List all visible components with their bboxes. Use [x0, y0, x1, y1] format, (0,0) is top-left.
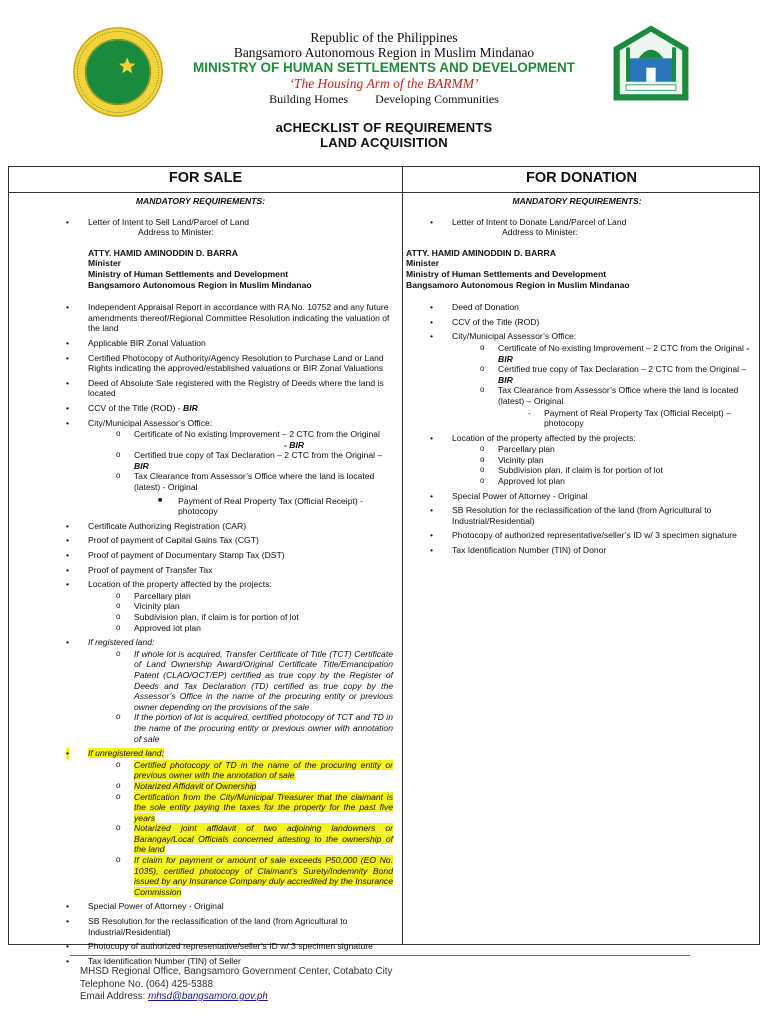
sub-list-item: o Tax Clearance from Assessor’s Office where the land is located (latest) - Original ■ Payment of Real Property Tax (Official Receipt) - photocopy — [88, 471, 393, 516]
minister-block: ATTY. HAMID AMINODDIN D. BARRA Minister Ministry of Human Settlements and Development Bangsamoro Autonomous Region in Muslim Mindanao — [406, 247, 630, 290]
list-item: • CCV of the Title (ROD) - BIR — [8, 403, 393, 414]
header-tagline: ‘The Housing Arm of the BARMM’ — [289, 76, 479, 91]
sub-list-item: o Tax Clearance from Assessor’s Office where the land is located (latest) – Original - Payment of Real Property Tax (Official Receipt) – photocopy — [452, 385, 752, 428]
sub-list-item: o If whole lot is acquired, Transfer Certificate of Title (TCT) Certificate of Land Ownership Award/Original Certificate Title/Emancipation Patent (CLAO/OCT/EP) certified as true copy by the Register of Deeds and Tax Declaration (TD) certified as true copy by the Assessor’s Office in the name of the procuring entity or previous owner depending on the provisions of the sale — [88, 649, 393, 713]
footer-phone: Telephone No. (064) 425-5388 — [80, 978, 213, 990]
list-item: • Certified Photocopy of Authority/Agency Resolution to Purchase Land or Land Rights indicating the approved/established valuations or BIR Zonal Valuations — [8, 353, 393, 374]
sub-list-item: o Certificate of No existing Improvement – 2 CTC from the Original - BIR — [88, 429, 393, 450]
list-item: • Independent Appraisal Report in accordance with RA No. 10752 and any future amendments thereof/Regional Committee Resolution indicating the valuation of the land — [8, 302, 393, 334]
doc-subtitle: LAND ACQUISITION — [320, 135, 448, 150]
list-item: • Certificate Authorizing Registration (CAR) — [8, 521, 393, 532]
list-item: • Proof of payment of Transfer Tax — [8, 565, 393, 576]
sub-list-item: o Approved lot plan — [88, 623, 393, 634]
header-region: Bangsamoro Autonomous Region in Muslim Mindanao — [233, 45, 535, 60]
sub-list-item: o Certificate of No existing Improvement – 2 CTC from the Original - BIR — [452, 343, 752, 364]
list-item: • Photocopy of authorized representative/seller’s ID w/ 3 specimen signature — [402, 530, 752, 541]
footer-address: MHSD Regional Office, Bangsamoro Government Center, Cotabato City — [80, 966, 393, 977]
footer-email-row: Email Address: mhsd@bangsamoro.gov.ph — [80, 991, 268, 1002]
list-item: • Location of the property affected by the projects: o Parcellary plan o Vicinity plan o Subdivision plan, if claim is for portion of lot o Approved lot plan — [402, 433, 752, 487]
email-link[interactable]: mhsd@bangsamoro.gov.ph — [148, 991, 268, 1002]
column-header-sale: FOR SALE — [168, 170, 243, 186]
sub-list-item: o Certified true copy of Tax Declaration – 2 CTC from the Original – BIR — [88, 450, 393, 471]
list-item: • Deed of Donation — [402, 302, 752, 313]
column-header-donation: FOR DONATION — [526, 170, 637, 186]
footer — [80, 966, 392, 1004]
list-item: • SB Resolution for the reclassification of the land (from Agricultural to Industrial/Residential) — [8, 916, 393, 937]
list-item: • Proof of payment of Documentary Stamp Tax (DST) — [8, 550, 393, 561]
list-item: • Tax Identification Number (TIN) of Seller — [8, 956, 393, 967]
header-republic: Republic of the Philippines — [310, 30, 458, 45]
donation-requirements — [402, 196, 760, 560]
sub-sub-list-item: ■ Payment of Real Property Tax (Official Receipt) - photocopy — [88, 496, 393, 517]
sub-list-item: o Parcellary plan — [452, 444, 752, 455]
sub-list-item: o Approved lot plan — [452, 476, 752, 487]
minister-block: ATTY. HAMID AMINODDIN D. BARRA Minister Ministry of Human Settlements and Development Bangsamoro Autonomous Region in Muslim Mindanao — [88, 247, 312, 290]
list-item: • SB Resolution for the reclassification of the land (from Agricultural to Industrial/Residential) — [402, 505, 752, 526]
sub-list-item: o Notarized Affidavit of Ownership — [88, 781, 393, 792]
sub-list-item: o Subdivision plan, if claim is for portion of lot — [88, 612, 393, 623]
list-item: • Deed of Absolute Sale registered with the Registry of Deeds where the land is located — [8, 378, 393, 399]
list-item: • Photocopy of authorized representative/seller’s ID w/ 3 specimen signature — [8, 941, 393, 952]
list-item: • If unregistered land: o Certified photocopy of TD in the name of the procuring entity or previous owner with the annotation of sale o Notarized Affidavit of Ownership o Certification from the City/Municipal Treasurer that the claimant is the sole entity paying the taxes for the property for the past five years o Notarized joint affidavit of two adjoining landowners or Barangay/Local Officials concerned attesting to the ownership of the land o If claim for payment or amount of sale exceeds P50,000 (EO No. 1035), certified photocopy of Claimant’s Surety/Indemnity Bond issued by any Insurance Company duly accredited by the Insurance Commission — [8, 748, 393, 897]
sub-list-item: o If claim for payment or amount of sale exceeds P50,000 (EO No. 1035), certified photocopy of Claimant’s Surety/Indemnity Bond issued by any Insurance Company duly accredited by the Insurance Commission — [88, 855, 393, 897]
sub-list-item: o Notarized joint affidavit of two adjoining landowners or Barangay/Local Officials concerned attesting to the ownership of the land — [88, 823, 393, 855]
list-item: • Tax Identification Number (TIN) of Donor — [402, 545, 752, 556]
sub-list-item: o Certified true copy of Tax Declaration – 2 CTC from the Original – BIR — [452, 364, 752, 385]
sub-list-item: o Vicinity plan — [452, 455, 752, 466]
sub-list-item: o Certification from the City/Municipal Treasurer that the claimant is the sole entity paying the taxes for the property for the past five years — [88, 792, 393, 824]
list-item: • Special Power of Attorney - Original — [402, 491, 752, 502]
list-item: • City/Municipal Assessor’s Office: o Certificate of No existing Improvement – 2 CTC from the Original - BIR o Certified true copy of Tax Declaration – 2 CTC from the Original – BIR o Tax Clearance from Assessor’s Office where the land is located (latest) - Original ■ Payment of Real Property Tax (Official Receipt) - photocopy — [8, 418, 393, 517]
sub-list-item: o Subdivision plan, if claim is for portion of lot — [452, 465, 752, 476]
header-divider — [9, 192, 759, 193]
header-ministry: MINISTRY OF HUMAN SETTLEMENTS AND DEVELOPMENT — [192, 60, 575, 75]
list-item: • City/Municipal Assessor’s Office: o Certificate of No existing Improvement – 2 CTC from the Original - BIR o Certified true copy of Tax Declaration – 2 CTC from the Original – BIR o Tax Clearance from Assessor’s Office where the land is located (latest) – Original - Payment of Real Property Tax (Official Receipt) – photocopy — [402, 331, 752, 428]
list-item: • CCV of the Title (ROD) — [402, 317, 752, 328]
list-item: • Special Power of Attorney - Original — [8, 901, 393, 912]
sub-list-item: o Certified photocopy of TD in the name of the procuring entity or previous owner with the annotation of sale — [88, 760, 393, 781]
mandatory-label: MANDATORY REQUIREMENTS: — [512, 196, 642, 206]
header-sub-left: Building Homes — [269, 92, 349, 106]
header-sub-right: Developing Communities — [375, 92, 499, 106]
sub-list-item: o If the portion of lot is acquired, certified photocopy of TCT and TD in the name of the procuring entity or previous owner with annotation of sale — [88, 712, 393, 744]
mandatory-label: MANDATORY REQUIREMENTS: — [135, 196, 266, 206]
sub-sub-list-item: - Payment of Real Property Tax (Official Receipt) – photocopy — [498, 408, 752, 429]
list-item: • Location of the property affected by the projects: o Parcellary plan o Vicinity plan o Subdivision plan, if claim is for portion of lot o Approved lot plan — [8, 579, 393, 633]
list-item: • If registered land: o If whole lot is acquired, Transfer Certificate of Title (TCT) Certificate of Land Ownership Award/Original Certificate Title/Emancipation Patent (CLAO/OCT/EP) certified as true copy by the Register of Deeds and Tax Declaration (TD) certified as true copy by the Assessor’s Office in the name of the procuring entity or previous owner depending on the provisions of the sale o If the portion of lot is acquired, certified photocopy of TCT and TD in the name of the procuring entity or previous owner with annotation of sale — [8, 637, 393, 744]
sub-list-item: o Parcellary plan — [88, 591, 393, 602]
list-item: • Applicable BIR Zonal Valuation — [8, 338, 393, 349]
list-item: • Letter of Intent to Donate Land/Parcel of Land Address to Minister: — [402, 217, 752, 238]
doc-title: aCHECKLIST OF REQUIREMENTS — [275, 120, 493, 135]
footer-divider — [70, 955, 690, 956]
list-item: • Proof of payment of Capital Gains Tax (CGT) — [8, 535, 393, 546]
sale-requirements — [8, 196, 401, 970]
list-item: • Letter of Intent to Sell Land/Parcel of Land Address to Minister: — [8, 217, 393, 238]
sub-list-item: o Vicinity plan — [88, 601, 393, 612]
header-sub — [0, 92, 768, 107]
